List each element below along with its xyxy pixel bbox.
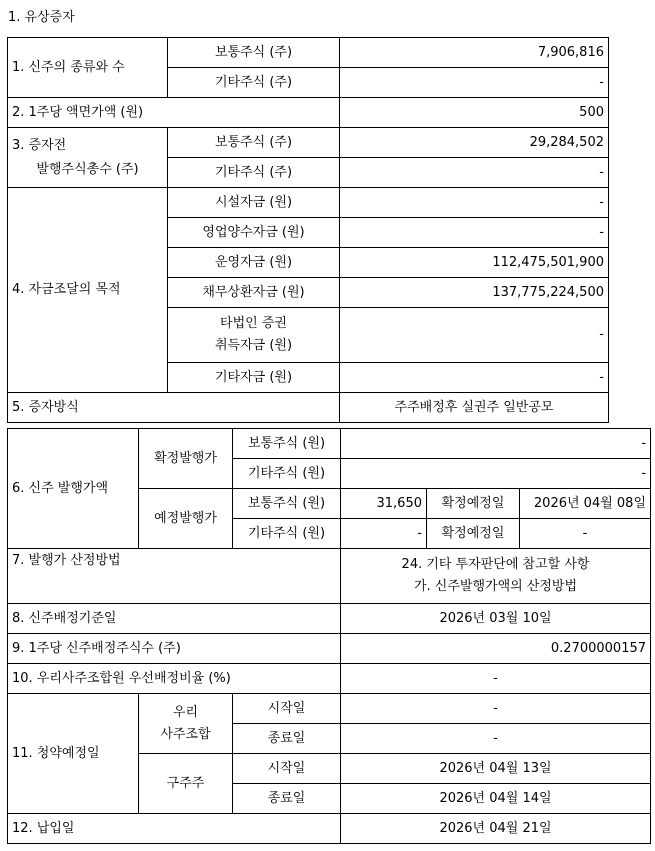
esop-start-label: 시작일 [233,694,341,724]
debt-repayment-value: 137,775,224,500 [340,278,609,308]
payment-date-value: 2026년 04월 21일 [341,814,651,844]
other-securities-label [168,308,340,363]
expected-common-date: 2026년 04월 08일 [520,489,651,519]
other-fund-label: 기타자금 (원) [168,363,340,393]
price-method-line1: 24. 기타 투자판단에 참고할 사항 [401,557,590,572]
expected-price-label: 예정발행가 [139,489,233,549]
other-shares-label: 기타주식 (주) [168,68,340,98]
acquisition-fund-value: - [340,218,609,248]
esop-ratio-label: 10. 우리사주조합원 우선배정비율 (%) [8,664,341,694]
issue-price-schedule-table [7,428,651,844]
pre-issue-shares-label [8,128,168,188]
other-securities-line1: 타법인 증권 [220,316,287,331]
acquisition-fund-label: 영업양수자금 (원) [168,218,340,248]
expected-common-label: 보통주식 (원) [233,489,341,519]
confirmed-price-label: 확정발행가 [139,429,233,489]
facility-fund-label: 시설자금 (원) [168,188,340,218]
price-method-value [341,549,651,604]
price-method-line2: 가. 신주발행가액의 산정방법 [413,579,578,594]
new-shares-label: 1. 신주의 종류와 수 [8,38,168,98]
par-value-label: 2. 1주당 액면가액 (원) [8,98,340,128]
other-fund-value: - [340,363,609,393]
allotment-ratio-value: 0.2700000157 [341,634,651,664]
issue-price-label: 6. 신주 발행가액 [8,429,139,549]
fund-purpose-label: 4. 자금조달의 목적 [8,188,168,393]
payment-date-label: 12. 납입일 [8,814,341,844]
esop-end-value: - [341,724,651,754]
facility-fund-value: - [340,188,609,218]
price-method-label: 7. 발행가 산정방법 [8,549,341,604]
par-value-value: 500 [340,98,609,128]
confirmed-other-value: - [341,459,651,489]
other-securities-value: - [340,308,609,363]
expected-other-date-label: 확정예정일 [427,519,520,549]
pre-common-value: 29,284,502 [340,128,609,158]
other-securities-line2: 취득자금 (원) [214,338,293,353]
esop-label-line2: 사주조합 [160,726,211,742]
pre-other-value: - [340,158,609,188]
confirmed-other-label: 기타주식 (원) [233,459,341,489]
expected-other-value: - [341,519,427,549]
expected-common-value: 31,650 [341,489,427,519]
rights-offering-table [7,37,609,423]
esop-label-line1: 우리 [172,704,199,720]
other-shares-value: - [340,68,609,98]
old-end-value: 2026년 04월 14일 [341,784,651,814]
debt-repayment-label: 채무상환자금 (원) [168,278,340,308]
old-end-label: 종료일 [233,784,341,814]
common-shares-value: 7,906,816 [340,38,609,68]
expected-other-label: 기타주식 (원) [233,519,341,549]
common-shares-label: 보통주식 (주) [168,38,340,68]
subscription-date-label: 11. 청약예정일 [8,694,139,814]
pre-issue-label-line2: 발행주식총수 (주) [36,161,139,177]
old-start-value: 2026년 04월 13일 [341,754,651,784]
old-start-label: 시작일 [233,754,341,784]
section-title: 1. 유상증자 [8,10,75,25]
operating-fund-label: 운영자금 (원) [168,248,340,278]
offering-method-label: 5. 증자방식 [8,393,340,423]
record-date-value: 2026년 03월 10일 [341,604,651,634]
pre-common-label: 보통주식 (주) [168,128,340,158]
record-date-label: 8. 신주배정기준일 [8,604,341,634]
old-shareholders-label: 구주주 [139,754,233,814]
expected-common-date-label: 확정예정일 [427,489,520,519]
esop-label [139,694,233,754]
confirmed-common-value: - [341,429,651,459]
esop-end-label: 종료일 [233,724,341,754]
operating-fund-value: 112,475,501,900 [340,248,609,278]
expected-other-date: - [520,519,651,549]
esop-start-value: - [341,694,651,724]
pre-issue-label-line1: 3. 증자전 [12,137,67,153]
allotment-ratio-label: 9. 1주당 신주배정주식수 (주) [8,634,341,664]
pre-other-label: 기타주식 (주) [168,158,340,188]
offering-method-value: 주주배정후 실권주 일반공모 [340,393,609,423]
confirmed-common-label: 보통주식 (원) [233,429,341,459]
esop-ratio-value: - [341,664,651,694]
